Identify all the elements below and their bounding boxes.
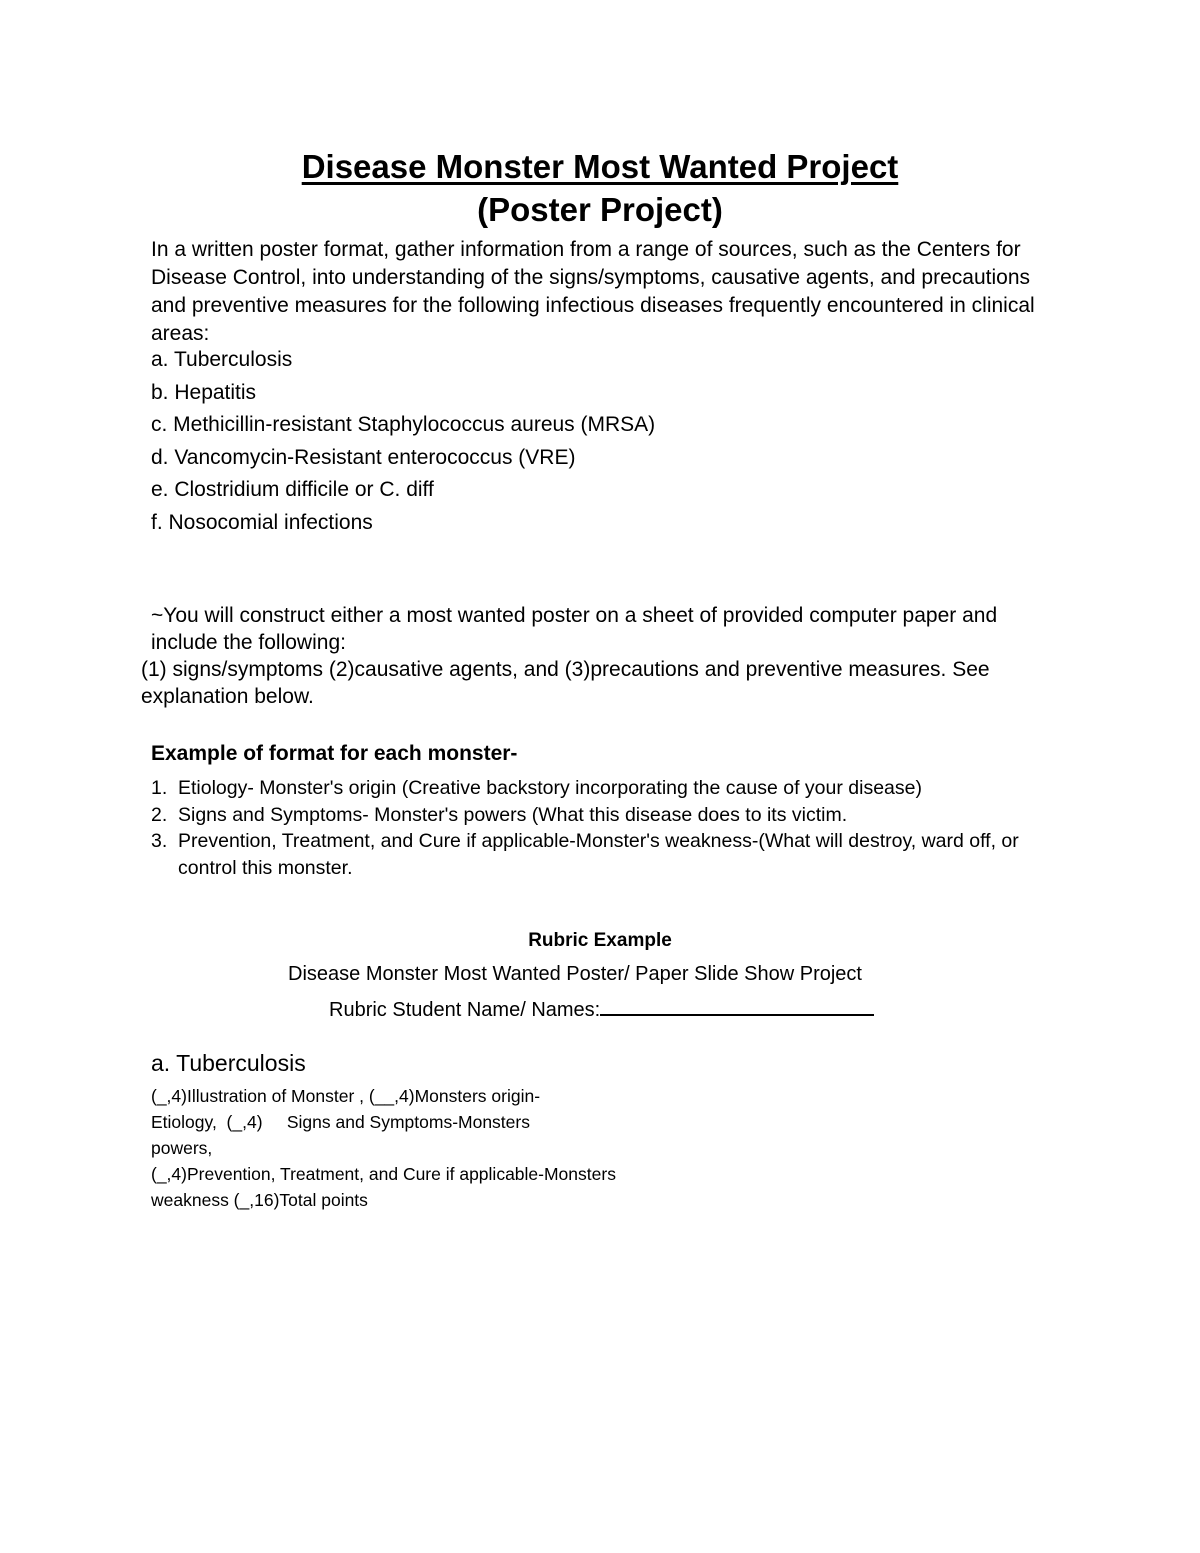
list-item: b. Hepatitis (151, 380, 257, 404)
rubric-disease: a. Tuberculosis (151, 1050, 306, 1076)
format-list (151, 775, 1071, 881)
list-item (151, 775, 1071, 802)
list-item: e. Clostridium difficile or C. diff (151, 478, 434, 501)
criteria-line: (_,4)Prevention, Treatment, and Cure if applicable-Monsters (151, 1164, 616, 1184)
criteria-line: weakness (_,16)Total points (151, 1190, 368, 1210)
document-title: Disease Monster Most Wanted Project (301, 148, 899, 185)
list-item: f. Nosocomial infections (151, 510, 373, 534)
rubric-criteria (151, 1083, 691, 1213)
list-item (151, 828, 1071, 881)
student-name-label: Rubric Student Name/ Names: (329, 999, 601, 1021)
rubric-heading: Rubric Example (528, 930, 672, 951)
criteria-line: (_,4)Illustration of Monster , (__,4)Monsters origin- (151, 1086, 541, 1106)
list-number: 2. (151, 803, 168, 826)
disease-list (151, 346, 655, 541)
criteria-line: powers, (151, 1138, 213, 1158)
list-text: Signs and Symptoms- Monster's powers (What this disease does to its victim. (178, 803, 848, 826)
construct-requirements: (1) signs/symptoms (2)causative agents, and (3)precautions and preventive measures. See explanation below. (141, 658, 990, 708)
list-number: 1. (151, 777, 168, 799)
document-subtitle: (Poster Project) (477, 191, 723, 228)
example-heading: Example of format for each monster- (151, 742, 518, 765)
list-item: a. Tuberculosis (151, 348, 293, 371)
rubric-subtitle: Disease Monster Most Wanted Poster/ Paper Slide Show Project (288, 963, 862, 985)
construct-instructions: ~You will construct either a most wanted poster on a sheet of provided computer paper and include the following: (151, 604, 998, 654)
intro-paragraph: In a written poster format, gather information from a range of sources, such as the Centers for Disease Control, into understanding of the signs/symptoms, causative agents, and precautions and preventive measures for the following infectious diseases frequently encountered in clinical areas: (151, 238, 1035, 345)
list-text: Etiology- Monster's origin (Creative backstory incorporating the cause of your disease) (178, 777, 922, 799)
list-item: c. Methicillin-resistant Staphylococcus aureus (MRSA) (151, 413, 656, 436)
student-name-line (329, 994, 874, 1022)
list-text: Prevention, Treatment, and Cure if applicable-Monster's weakness-(What will destroy, ward off, or control this monster. (178, 830, 1019, 879)
criteria-line: Etiology, (_,4) Signs and Symptoms-Monsters (151, 1112, 530, 1132)
list-number: 3. (151, 830, 168, 852)
name-blank-line (600, 994, 874, 1016)
list-item (151, 802, 1071, 829)
list-item: d. Vancomycin-Resistant enterococcus (VRE) (151, 445, 576, 469)
